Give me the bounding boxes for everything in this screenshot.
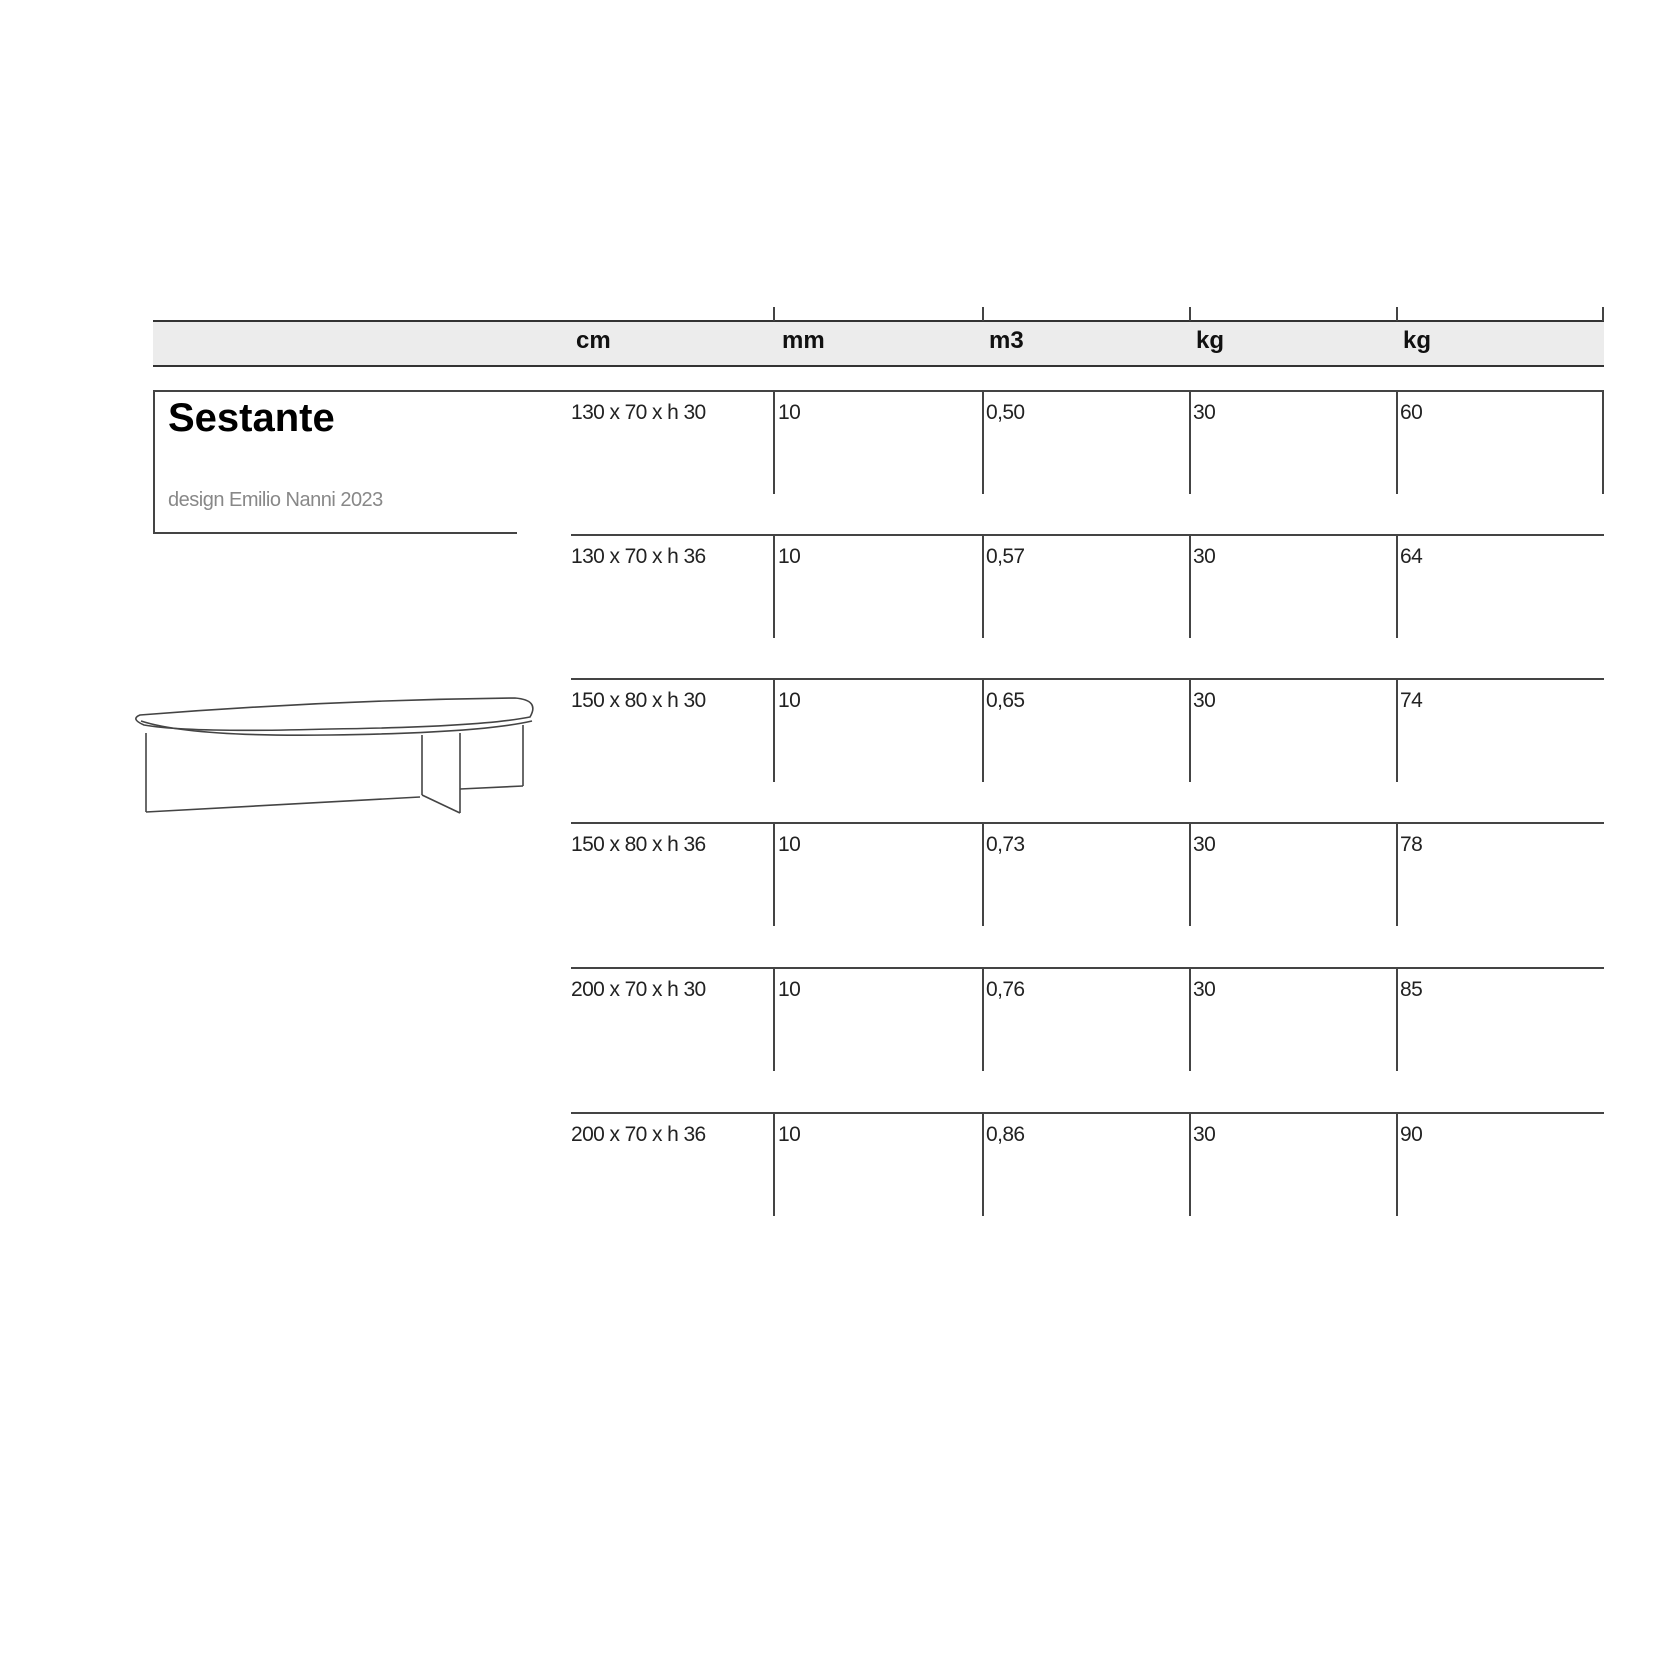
cell-divider bbox=[1396, 967, 1398, 1071]
cell-gross-weight: 90 bbox=[1400, 1123, 1423, 1146]
header-tick bbox=[773, 307, 775, 321]
cell-net-weight: 30 bbox=[1193, 1123, 1216, 1146]
cell-divider bbox=[1189, 390, 1191, 494]
cell-net-weight: 30 bbox=[1193, 978, 1216, 1001]
cell-gross-weight: 64 bbox=[1400, 545, 1423, 568]
cell-dimensions: 130 x 70 x h 36 bbox=[571, 545, 706, 568]
product-designer: design Emilio Nanni 2023 bbox=[168, 489, 383, 511]
column-header-m3: m3 bbox=[989, 327, 1024, 354]
cell-divider bbox=[982, 534, 984, 638]
cell-divider bbox=[773, 822, 775, 926]
cell-thickness: 10 bbox=[778, 833, 801, 856]
column-header-mm: mm bbox=[782, 327, 825, 354]
cell-divider bbox=[982, 822, 984, 926]
title-box-bottom bbox=[153, 532, 517, 534]
cell-divider bbox=[1189, 822, 1191, 926]
cell-divider bbox=[982, 967, 984, 1071]
cell-divider bbox=[773, 534, 775, 638]
cell-dimensions: 200 x 70 x h 30 bbox=[571, 978, 706, 1001]
cell-net-weight: 30 bbox=[1193, 689, 1216, 712]
cell-thickness: 10 bbox=[778, 978, 801, 1001]
cell-thickness: 10 bbox=[778, 545, 801, 568]
cell-gross-weight: 85 bbox=[1400, 978, 1423, 1001]
cell-volume: 0,50 bbox=[986, 401, 1025, 424]
cell-dimensions: 150 x 80 x h 36 bbox=[571, 833, 706, 856]
cell-divider bbox=[1189, 1112, 1191, 1216]
cell-thickness: 10 bbox=[778, 401, 801, 424]
cell-divider bbox=[1396, 822, 1398, 926]
cell-divider bbox=[1602, 390, 1604, 494]
cell-divider bbox=[1396, 390, 1398, 494]
cell-divider bbox=[982, 678, 984, 782]
cell-dimensions: 130 x 70 x h 30 bbox=[571, 401, 706, 424]
oval-coffee-table-drawing-icon bbox=[130, 685, 540, 820]
cell-gross-weight: 60 bbox=[1400, 401, 1423, 424]
column-header-cm: cm bbox=[576, 327, 611, 354]
row-top-border bbox=[571, 822, 1604, 824]
cell-gross-weight: 78 bbox=[1400, 833, 1423, 856]
cell-dimensions: 200 x 70 x h 36 bbox=[571, 1123, 706, 1146]
row-top-border bbox=[571, 534, 1604, 536]
cell-volume: 0,76 bbox=[986, 978, 1025, 1001]
cell-divider bbox=[1396, 678, 1398, 782]
row-top-border bbox=[571, 967, 1604, 969]
cell-divider bbox=[1189, 678, 1191, 782]
cell-net-weight: 30 bbox=[1193, 401, 1216, 424]
title-box-left bbox=[153, 390, 155, 534]
cell-volume: 0,73 bbox=[986, 833, 1025, 856]
title-box-top bbox=[153, 390, 571, 392]
cell-divider bbox=[982, 390, 984, 494]
cell-thickness: 10 bbox=[778, 1123, 801, 1146]
row-top-border bbox=[571, 678, 1604, 680]
cell-thickness: 10 bbox=[778, 689, 801, 712]
table-header-band bbox=[153, 320, 1604, 367]
header-tick bbox=[1396, 307, 1398, 321]
header-tick bbox=[1189, 307, 1191, 321]
cell-divider bbox=[773, 967, 775, 1071]
product-name: Sestante bbox=[168, 396, 335, 440]
cell-volume: 0,65 bbox=[986, 689, 1025, 712]
row-top-border bbox=[571, 1112, 1604, 1114]
cell-dimensions: 150 x 80 x h 30 bbox=[571, 689, 706, 712]
cell-divider bbox=[982, 1112, 984, 1216]
header-tick bbox=[1602, 307, 1604, 321]
column-header-kg-gross: kg bbox=[1403, 327, 1432, 354]
cell-divider bbox=[773, 390, 775, 494]
cell-divider bbox=[1189, 967, 1191, 1071]
cell-net-weight: 30 bbox=[1193, 545, 1216, 568]
cell-divider bbox=[1396, 534, 1398, 638]
cell-divider bbox=[773, 1112, 775, 1216]
header-tick bbox=[982, 307, 984, 321]
cell-volume: 0,86 bbox=[986, 1123, 1025, 1146]
column-header-kg-net: kg bbox=[1196, 327, 1225, 354]
cell-net-weight: 30 bbox=[1193, 833, 1216, 856]
cell-divider bbox=[1189, 534, 1191, 638]
cell-volume: 0,57 bbox=[986, 545, 1025, 568]
cell-divider bbox=[1396, 1112, 1398, 1216]
row-top-border bbox=[571, 390, 1604, 392]
cell-divider bbox=[773, 678, 775, 782]
cell-gross-weight: 74 bbox=[1400, 689, 1423, 712]
